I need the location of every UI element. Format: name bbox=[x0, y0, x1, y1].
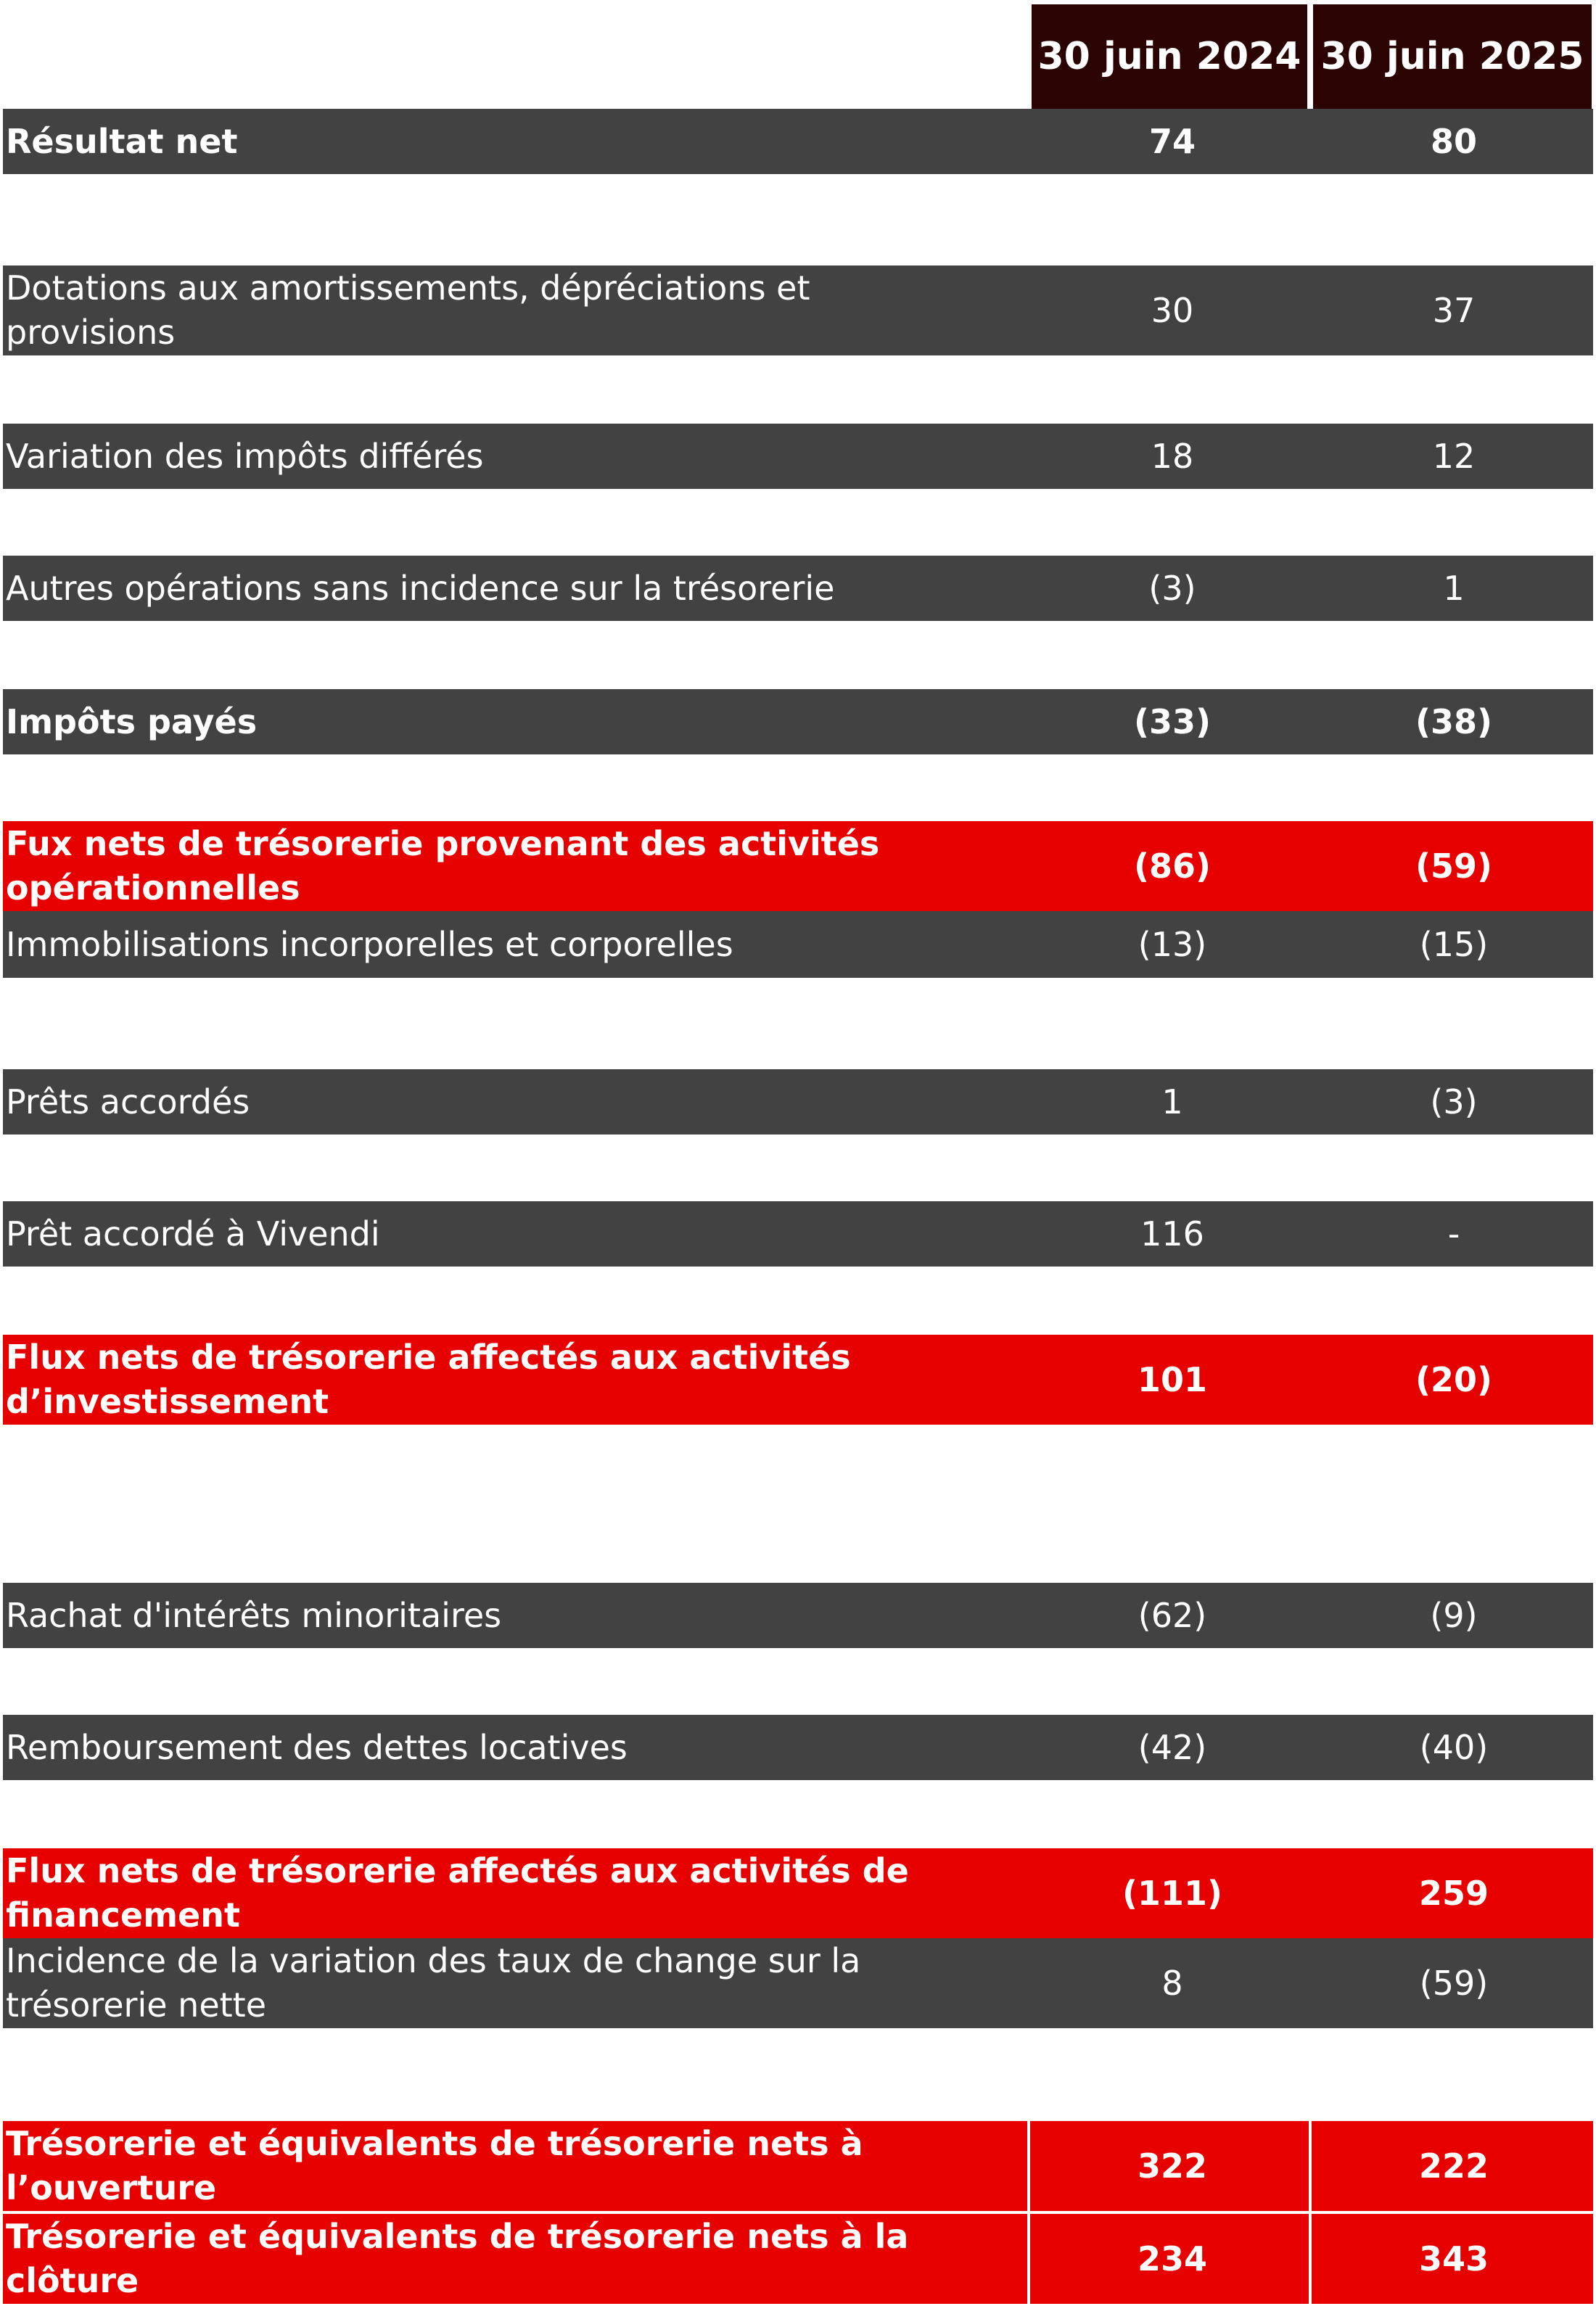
row-label: Incidence de la variation des taux de change sur la trésorerie nette bbox=[6, 1941, 861, 2025]
value-2024: 234 bbox=[1137, 2239, 1208, 2278]
value-2025: 80 bbox=[1430, 122, 1477, 161]
value-2025: (20) bbox=[1415, 1360, 1493, 1399]
value-2025: (40) bbox=[1419, 1728, 1489, 1767]
row-label: Immobilisations incorporelles et corporelles bbox=[6, 924, 733, 964]
row-taux-de-change bbox=[3, 1938, 1593, 2028]
row-label: Fux nets de trésorerie provenant des activités opérationnelles bbox=[6, 824, 880, 907]
value-2024: (3) bbox=[1148, 569, 1196, 608]
row-flux-financement bbox=[3, 1848, 1593, 1938]
row-dotations bbox=[3, 265, 1593, 355]
row-label: Prêt accordé à Vivendi bbox=[6, 1214, 380, 1253]
value-2024: 322 bbox=[1137, 2146, 1208, 2186]
value-2025: - bbox=[1447, 1214, 1460, 1253]
row-immobilisations bbox=[3, 911, 1593, 978]
value-2024: (42) bbox=[1138, 1728, 1207, 1767]
row-resultat-net bbox=[3, 109, 1593, 174]
row-impots-payes bbox=[3, 689, 1593, 754]
value-2025: 343 bbox=[1418, 2239, 1489, 2278]
row-autres-operations bbox=[3, 556, 1593, 621]
row-label: Autres opérations sans incidence sur la trésorerie bbox=[6, 568, 835, 608]
row-tresorerie-ouverture bbox=[3, 2121, 1593, 2211]
value-2025: 1 bbox=[1443, 569, 1465, 608]
value-2025: (59) bbox=[1419, 1964, 1489, 2003]
value-2024: 74 bbox=[1148, 122, 1196, 161]
row-tresorerie-cloture bbox=[3, 2214, 1593, 2304]
row-label: Trésorerie et équivalents de trésorerie nets à la clôture bbox=[6, 2217, 909, 2300]
value-2024: (86) bbox=[1133, 847, 1212, 886]
value-2024: 116 bbox=[1140, 1214, 1204, 1253]
row-label: Flux nets de trésorerie affectés aux activités de financement bbox=[6, 1851, 909, 1935]
row-label: Dotations aux amortissements, dépréciations et provisions bbox=[6, 268, 810, 352]
row-prets-accordes bbox=[3, 1069, 1593, 1135]
value-2025: 259 bbox=[1418, 1874, 1489, 1913]
column-header-2025: 30 juin 2025 bbox=[1313, 4, 1592, 109]
value-2024: 18 bbox=[1151, 437, 1194, 476]
row-label: Trésorerie et équivalents de trésorerie nets à l’ouverture bbox=[6, 2124, 863, 2207]
value-2025: (38) bbox=[1415, 702, 1493, 741]
row-label: Impôts payés bbox=[6, 701, 258, 741]
row-dettes-locatives bbox=[3, 1715, 1593, 1780]
value-2025: 37 bbox=[1432, 291, 1476, 330]
row-label: Rachat d'intérêts minoritaires bbox=[6, 1595, 502, 1635]
column-divider bbox=[1027, 2121, 1030, 2211]
value-2025: (15) bbox=[1419, 925, 1489, 964]
value-2024: 30 bbox=[1151, 291, 1194, 330]
row-label: Prêts accordés bbox=[6, 1082, 250, 1121]
value-2024: (111) bbox=[1122, 1874, 1223, 1913]
value-2024: (33) bbox=[1133, 702, 1212, 741]
row-label: Résultat net bbox=[6, 121, 238, 161]
row-impots-differes bbox=[3, 424, 1593, 489]
value-2025: (59) bbox=[1415, 847, 1493, 886]
column-divider bbox=[1027, 2214, 1030, 2304]
row-flux-operationnels bbox=[3, 821, 1593, 911]
value-2024: (62) bbox=[1138, 1596, 1207, 1635]
row-label: Remboursement des dettes locatives bbox=[6, 1727, 628, 1767]
row-label: Variation des impôts différés bbox=[6, 436, 484, 476]
row-label: Flux nets de trésorerie affectés aux activités d’investissement bbox=[6, 1338, 851, 1421]
value-2024: (13) bbox=[1138, 925, 1207, 964]
value-2025: 12 bbox=[1432, 437, 1476, 476]
value-2024: 1 bbox=[1161, 1082, 1183, 1121]
row-pret-vivendi bbox=[3, 1201, 1593, 1267]
column-header-2024: 30 juin 2024 bbox=[1032, 4, 1307, 109]
row-flux-investissement bbox=[3, 1335, 1593, 1425]
row-rachat-minoritaires bbox=[3, 1583, 1593, 1648]
value-2025: (3) bbox=[1430, 1082, 1478, 1121]
value-2024: 101 bbox=[1137, 1360, 1208, 1399]
value-2025: (9) bbox=[1430, 1596, 1478, 1635]
value-2024: 8 bbox=[1161, 1964, 1183, 2003]
value-2025: 222 bbox=[1418, 2146, 1489, 2186]
